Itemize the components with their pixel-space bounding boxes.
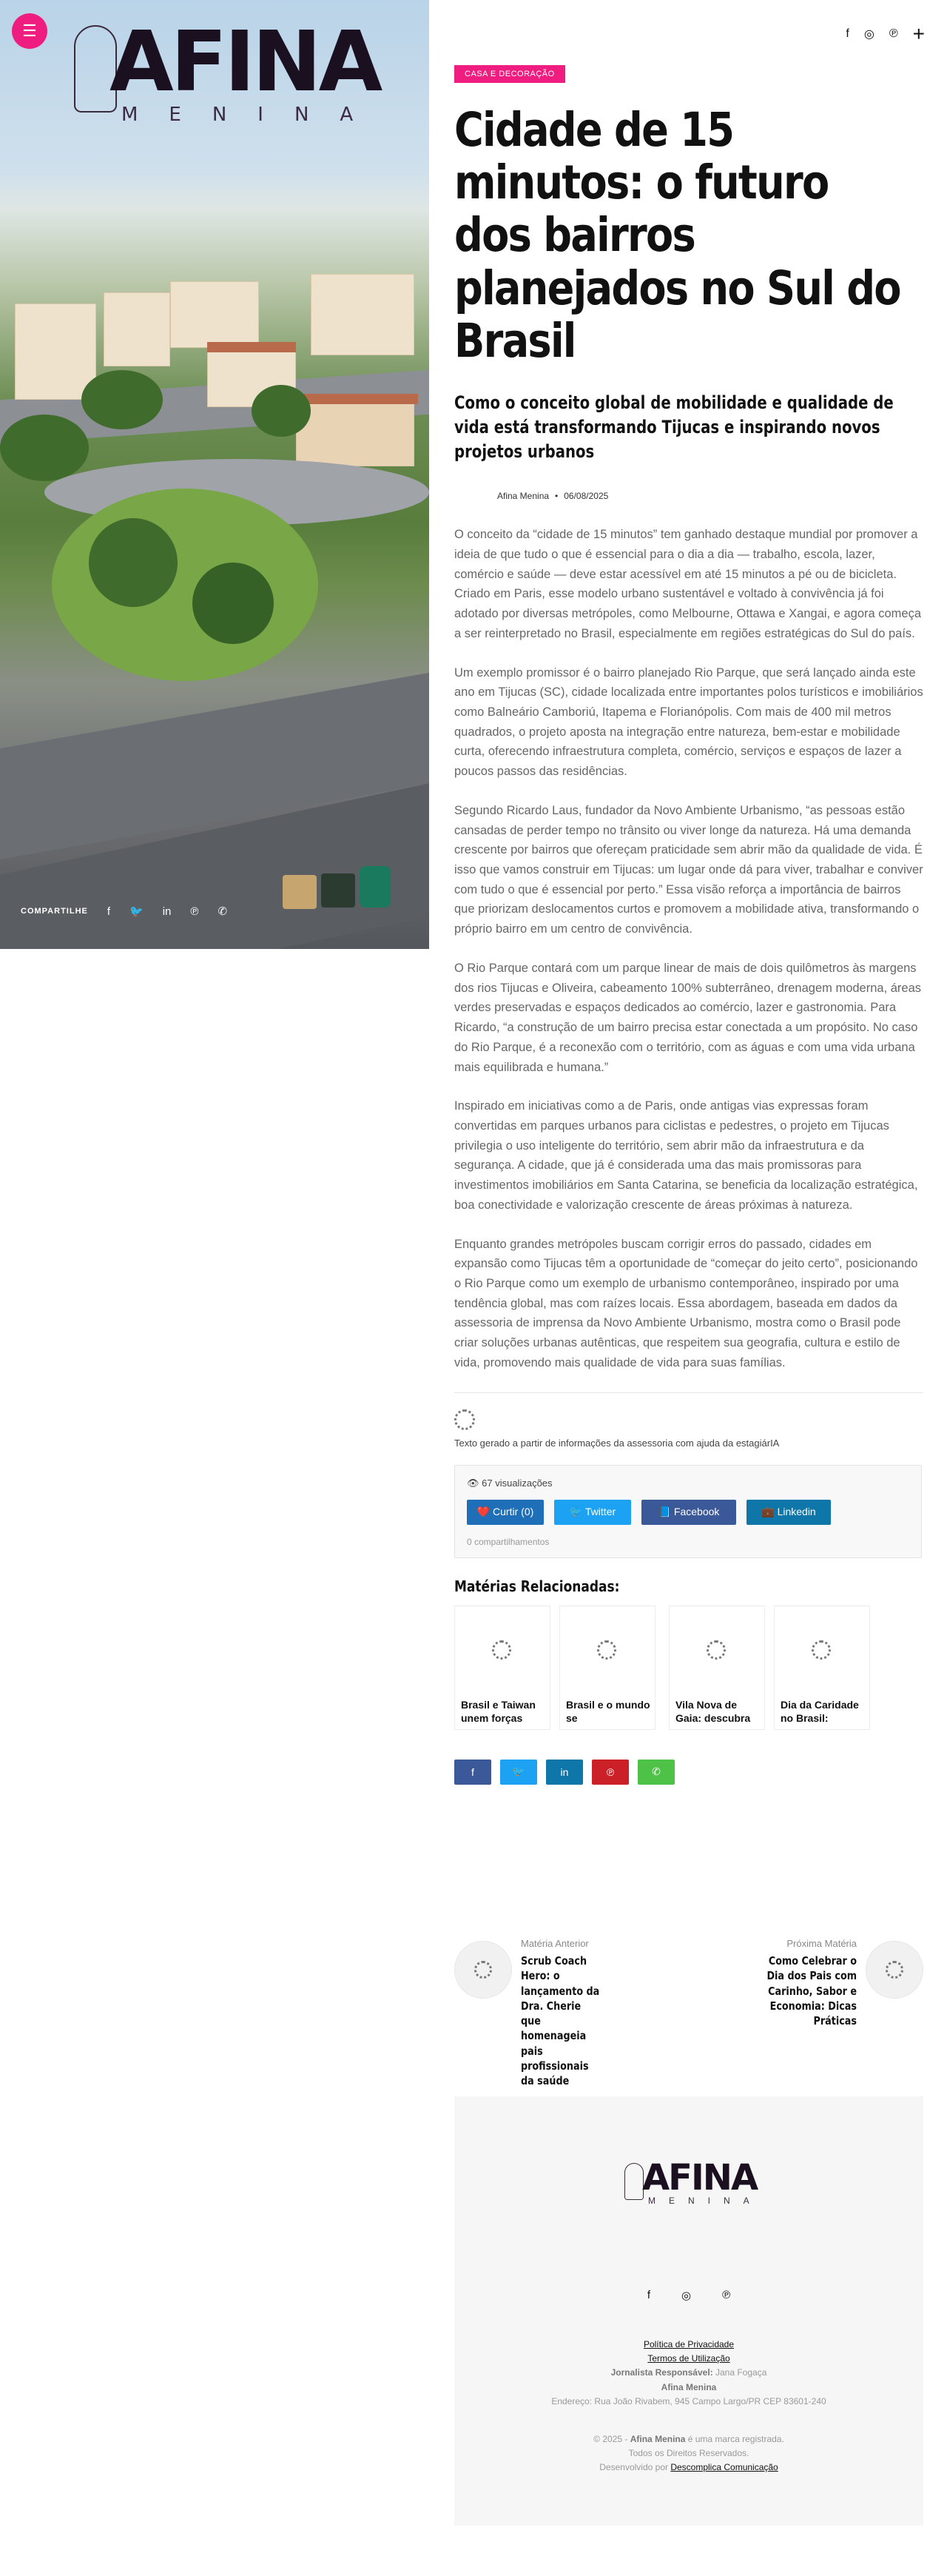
developer-link[interactable]: Descomplica Comunicação xyxy=(670,2462,778,2473)
next-thumbnail[interactable] xyxy=(866,1941,923,1999)
facebook-icon[interactable]: f xyxy=(647,2289,650,2301)
share-label: COMPARTILHE xyxy=(21,907,88,916)
linkedin-share-icon[interactable]: in xyxy=(546,1760,583,1785)
loading-spinner-icon xyxy=(492,1640,511,1660)
logo-figure-icon xyxy=(624,2163,644,2200)
pinterest-icon[interactable]: ℗ xyxy=(722,2289,731,2301)
twitter-icon[interactable]: 🐦 xyxy=(129,905,144,918)
linkedin-share-button[interactable]: 💼 Linkedin xyxy=(747,1500,831,1525)
stats-box xyxy=(454,1465,922,1558)
facebook-share-icon[interactable]: f xyxy=(454,1760,491,1785)
footer-logo-text: AFINA xyxy=(642,2157,758,2198)
developer-prefix: Desenvolvido por xyxy=(599,2462,668,2473)
related-card[interactable] xyxy=(559,1606,656,1730)
next-label: Próxima Matéria xyxy=(786,1938,857,1949)
social-share-row xyxy=(454,1760,923,1785)
terms-link[interactable]: Termos de Utilização xyxy=(647,2353,730,2364)
hero-roof xyxy=(207,342,296,352)
facebook-icon[interactable]: f xyxy=(107,905,111,918)
related-card[interactable] xyxy=(669,1606,765,1730)
footer-logo-subtext: MENINA xyxy=(648,2196,763,2206)
whatsapp-icon[interactable]: ✆ xyxy=(218,905,228,918)
category-badge[interactable]: CASA E DECORAÇÃO xyxy=(454,65,565,83)
view-count-text: 67 visualizações xyxy=(482,1477,553,1489)
facebook-share-button[interactable]: 📘 Facebook xyxy=(641,1500,736,1525)
hero-roof xyxy=(292,394,418,404)
address: Endereço: Rua João Rivabem, 945 Campo Largo/PR CEP 83601-240 xyxy=(551,2395,826,2406)
loading-spinner-icon xyxy=(454,1409,475,1430)
menu-button[interactable] xyxy=(12,13,47,49)
article-body xyxy=(454,525,923,1372)
instagram-icon[interactable]: ◎ xyxy=(863,28,874,41)
hamburger-icon: ☰ xyxy=(22,21,37,40)
hero-tree xyxy=(0,415,89,481)
plus-icon[interactable]: + xyxy=(912,22,925,45)
journalist-name: Jana Fogaça xyxy=(715,2367,767,2378)
hero-tree xyxy=(81,370,163,429)
hero-tree xyxy=(192,563,274,644)
article-paragraph: O conceito da “cidade de 15 minutos” tem ganhado destaque mundial por promover a ideia de que tudo o que é essencial para o dia a dia — trabalho, escola, lazer, comércio e saúde — deve estar acessível em até 15 minutos a pé ou de bicicleta. Criado em Paris, esse modelo urbano sustentável e voltado à convivência já foi adotado por diversas metrópoles, como Melbourne, Ottawa e Xangai, e agora começa a ser reinterpretado no Brasil, especialmente em regiões estratégicas do Sul do país. xyxy=(454,528,922,640)
hero-tree xyxy=(89,518,178,607)
copyright-brand: Afina Menina xyxy=(630,2434,686,2444)
pinterest-share-icon[interactable]: ℗ xyxy=(592,1760,629,1785)
facebook-icon[interactable]: f xyxy=(846,27,849,40)
hero-image xyxy=(0,0,429,949)
hero-building xyxy=(296,400,414,466)
copyright xyxy=(454,2432,923,2475)
related-card[interactable] xyxy=(454,1606,550,1730)
stats-buttons xyxy=(467,1500,909,1525)
like-button[interactable]: ❤️ Curtir (0) xyxy=(467,1500,544,1525)
loading-spinner-icon xyxy=(474,1961,492,1979)
related-card-title: Dia da Caridade no Brasil: xyxy=(781,1698,859,1724)
loading-spinner-icon xyxy=(597,1640,616,1660)
prev-label: Matéria Anterior xyxy=(521,1938,589,1949)
related-title: Matérias Relacionadas: xyxy=(454,1577,620,1595)
related-card-title: Brasil e Taiwan unem forças xyxy=(461,1698,536,1724)
article-paragraph: O Rio Parque contará com um parque linear de mais de dois quilômetros às margens dos rios Tijucas e Oliveira, cabeamento 100% subterrâneo, drenagem moderna, áreas verdes preservadas e espaços dedicados ao comércio, lazer e gastronomia. Para Ricardo, “a construção de um bairro precisa estar conectada a um propósito. No caso do Rio Parque, é a reconexão com o território, com as águas e com uma vida urbana mais equilibrada e humana.” xyxy=(454,961,922,1074)
article-paragraph: Segundo Ricardo Laus, fundador da Novo Ambiente Urbanismo, “as pessoas estão cansadas de perder tempo no trânsito ou viver longe da natureza. Há uma demanda crescente por bairros que ofereçam praticidade sem abrir mão da qualidade de vida. É isso que vamos construir em Tijucas: um lugar onde dá para viver, trabalhar e conviver com tudo o que é essencial por perto.” Essa visão reforça a importância de bairros que priorizam deslocamentos curtos e promovem a mobilidade ativa, transformando o próprio bairro em um centro de convivência. xyxy=(454,803,923,936)
view-count xyxy=(467,1477,909,1489)
related-list xyxy=(454,1606,923,1730)
product-thumbnail[interactable] xyxy=(321,873,355,908)
copyright-prefix: © 2025 - xyxy=(593,2434,628,2444)
logo-text: AFINA xyxy=(109,14,380,110)
article-paragraph: Um exemplo promissor é o bairro planejado Rio Parque, que será lançado ainda este ano em Tijucas (SC), cidade localizada entre importantes polos turísticos e imobiliários como Balneário Camboriú, Itapema e Florianópolis. Com mais de 400 mil metros quadrados, o projeto aposta na integração entre natureza, bem-estar e mobilidade curta, oferecendo infraestrutura completa, comércio, serviços e espaços de lazer a poucos passos das residências. xyxy=(454,665,923,779)
hero-tree xyxy=(252,385,311,437)
article-title: Cidade de 15 minutos: o futuro dos bairros planejados no Sul do Brasil xyxy=(454,103,900,368)
product-thumbnail[interactable] xyxy=(283,875,317,909)
footer xyxy=(454,2096,923,2526)
next-post[interactable] xyxy=(738,1938,857,2028)
loading-spinner-icon xyxy=(812,1640,831,1660)
footer-links xyxy=(454,2338,923,2409)
footer-logo[interactable] xyxy=(624,2157,763,2209)
related-card[interactable] xyxy=(774,1606,870,1730)
rights-text: Todos os Direitos Reservados. xyxy=(628,2448,749,2459)
author-name[interactable]: Afina Menina xyxy=(497,491,550,502)
prev-thumbnail[interactable] xyxy=(454,1941,512,1999)
eye-icon: 👁 xyxy=(467,1477,479,1489)
related-card-title: Vila Nova de Gaia: descubra xyxy=(675,1698,751,1724)
hero-grass xyxy=(52,489,318,681)
article xyxy=(454,65,923,1785)
loading-spinner-icon xyxy=(886,1961,903,1979)
copyright-suffix: é uma marca registrada. xyxy=(687,2434,784,2444)
pinterest-icon[interactable]: ℗ xyxy=(889,27,898,40)
product-thumbnail[interactable] xyxy=(360,866,391,908)
article-paragraph: Enquanto grandes metrópoles buscam corrigir erros do passado, cidades em expansão como Tijucas têm a oportunidade de “começar do jeito certo”, posicionando o Rio Parque como um exemplo de urbanismo contemporâneo, inspirado por uma tendência global, mas com raízes locais. Essa abordagem, baseada em dados da assessoria de imprensa da Novo Ambiente Urbanismo, mostra como o Brasil pode criar soluções urbanas autênticas, que respeitem sua geografia, cultura e estilo de vida, promovendo mais qualidade de vida para suas famílias. xyxy=(454,1237,918,1369)
hero-building xyxy=(15,303,96,400)
logo-subtext: MENINA xyxy=(121,104,385,126)
ai-credit: Texto gerado a partir de informações da assessoria com ajuda da estagiárIA xyxy=(454,1437,780,1449)
article-subtitle: Como o conceito global de mobilidade e qualidade de vida está transformando Tijucas e inspirando novos projetos urbanos xyxy=(454,392,894,463)
hero-building xyxy=(170,281,259,348)
footer-social-icons xyxy=(454,2289,923,2302)
hero-building xyxy=(104,292,170,366)
top-social-icons xyxy=(846,22,925,46)
hero-share-bar xyxy=(21,905,227,918)
post-navigation xyxy=(454,1938,923,2087)
instagram-icon[interactable]: ◎ xyxy=(681,2290,692,2302)
loading-spinner-icon xyxy=(707,1640,726,1660)
whatsapp-share-icon[interactable]: ✆ xyxy=(638,1760,675,1785)
related-card-title: Brasil e o mundo se xyxy=(566,1698,650,1724)
shares-count: 0 compartilhamentos xyxy=(467,1536,550,1547)
hero-building xyxy=(311,274,414,355)
pinterest-icon[interactable]: ℗ xyxy=(190,905,199,918)
prev-title: Scrub Coach Hero: o lançamento da Dra. Cherie que homenageia pais profissionais da saúde xyxy=(521,1954,600,2087)
journalist-label: Jornalista Responsável: xyxy=(610,2367,713,2378)
next-title: Como Celebrar o Dia dos Pais com Carinho, Sabor e Economia: Dicas Práticas xyxy=(766,1954,857,2027)
meta-separator: • xyxy=(555,491,559,502)
publish-date: 06/08/2025 xyxy=(564,491,609,502)
privacy-link[interactable]: Política de Privacidade xyxy=(643,2339,735,2349)
divider xyxy=(454,1392,923,1393)
linkedin-icon[interactable]: in xyxy=(162,905,172,918)
site-logo[interactable] xyxy=(74,14,385,126)
article-paragraph: Inspirado em iniciativas como a de Paris, onde antigas vias expressas foram convertidas em parques urbanos para ciclistas e pedestres, o projeto em Tijucas privilegia o uso inteligente do território, sem abrir mão da infraestrutura e da segurança. A cidade, que já é considerada uma das mais promissoras para investimentos imobiliários em Santa Catarina, se beneficia da localização estratégica, boa conectividade e valorização crescente de áreas próximas à natureza. xyxy=(454,1099,918,1212)
twitter-share-icon[interactable]: 🐦 xyxy=(500,1760,537,1785)
article-meta xyxy=(454,491,923,501)
twitter-share-button[interactable]: 🐦 Twitter xyxy=(554,1500,631,1525)
company-name: Afina Menina xyxy=(661,2381,717,2392)
prev-post[interactable] xyxy=(521,1938,617,2088)
